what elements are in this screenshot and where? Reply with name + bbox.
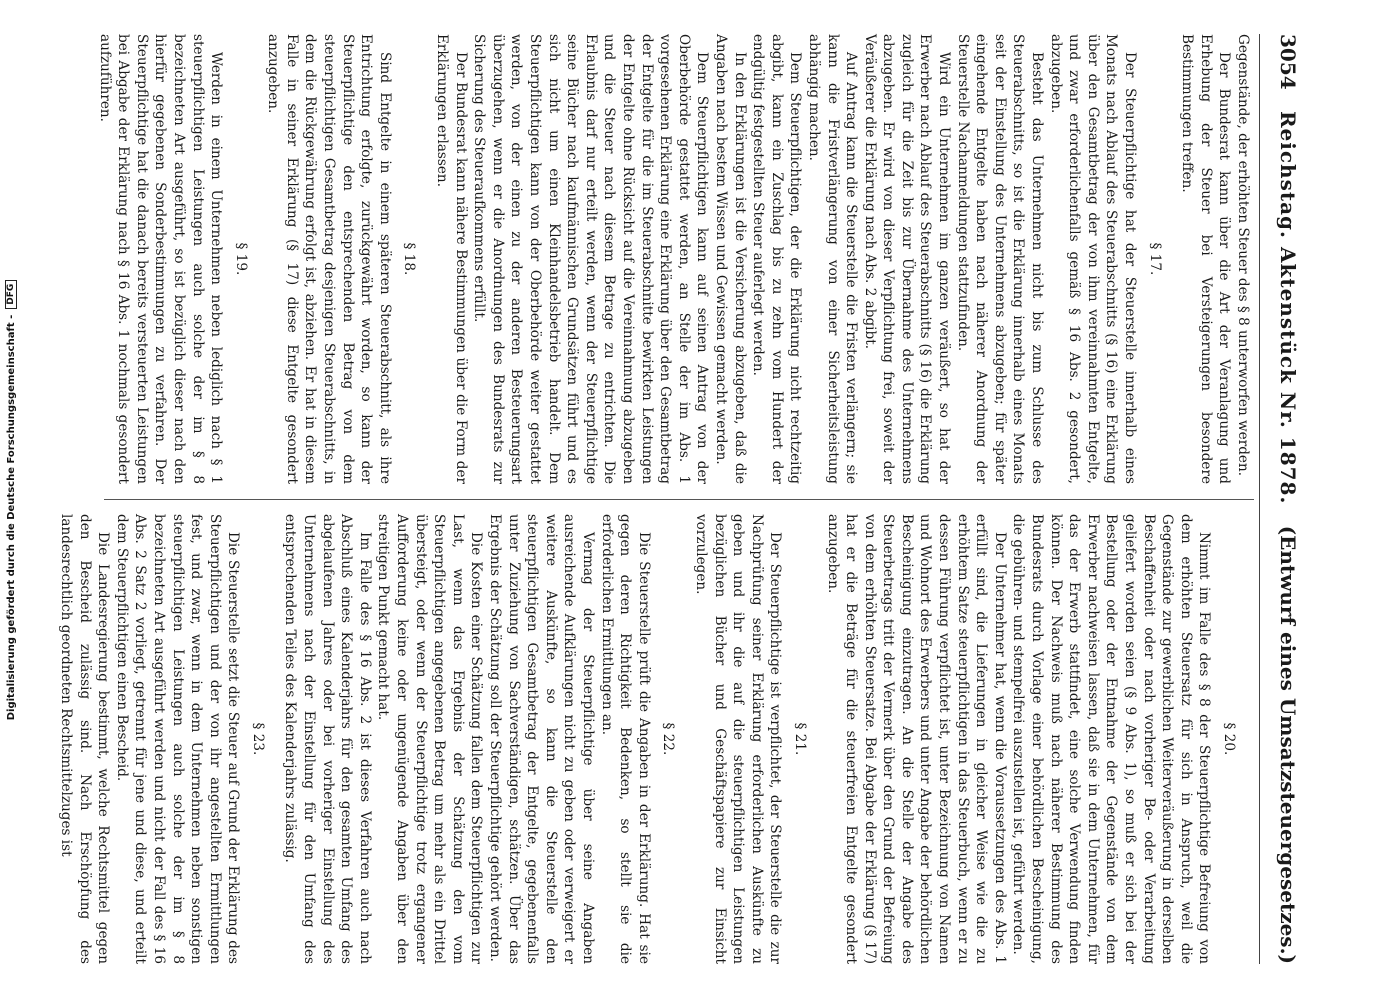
- paragraph: Die Kosten einer Schätzung fallen dem Steuerpflichtigen zur Last, wenn das Ergebnis der Schätzung den vom Steuerpflichtigen angegebenen Betrag um mehr als ein Drittel übersteigt, oder wenn der Steuerpflichtige trotz ergangener Aufforderung keine oder ungenügende Angaben über den streitigen Punkt gemacht hat.: [375, 514, 485, 964]
- paragraph: Der Bundesrat kann nähere Bestimmungen über die Form der Erklärungen erlassen.: [434, 34, 469, 484]
- paragraph: In den Erklärungen ist die Versicherung abzugeben, daß die Angaben nach bestem Wissen und Gewissen gemacht werden.: [712, 34, 748, 484]
- paragraph: Vermag der Steuerpflichtige über seine Angaben ausreichende Aufklärungen nicht zu geben oder verweigert er weitere Auskünfte, so kann die Steuerstelle den steuerpflichtigen Gesamtbetrag der Entgelte, gegebenenfalls unter Zuziehung von Sachverständigen, schätzen. Über das Ergebnis der Schätzung soll der Steuerpflichtige gehört werden.: [487, 514, 596, 964]
- section-heading-21: § 21.: [791, 722, 808, 756]
- digitization-credit: [0, 0, 22, 1000]
- paragraph: Besteht das Unternehmen nicht bis zum Schlusse des Steuerabschnitts, so ist die Erklärung innerhalb eines Monats seit der Einstellung des Unternehmens abzugeben; für später eingehende Entgelte haben nach näherer Anordnung der Steuerstelle Nachanmeldungen stattzufinden.: [954, 34, 1046, 484]
- left-column: [95, 34, 1252, 484]
- column-divider: [104, 499, 1254, 500]
- section-heading-20: § 20.: [1221, 722, 1237, 756]
- paragraph: Die Steuerstelle setzt die Steuer auf Grund der Erklärung des Steuerpflichtigen und der von ihr angestellten Ermittlungen fest, und zwar, wenn in dem Unternehmen neben sonstigen steuerpflichtigen Leistungen auch solche der im § 8 bezeichneten Art ausgeführt werden und nicht der Fall des § 16 Abs. 2 Satz 2 vorliegt, getrennt für jene und diese, und erteilt dem Steuerpflichtigen einen Bescheid.: [113, 514, 242, 964]
- paragraph: Dem Steuerpflichtigen kann auf seinen Antrag von der Oberbehörde gestattet werden, an Stelle der im Abs. 1 vorgesehenen Erklärung eine Erklärung über den Gesamtbetrag der Entgelte für die im Steuerabschnitte bewirkten Leistungen der Entgelte ohne Rücksicht auf die Vereinnahmung abzugeben und die Steuer nach diesem Betrage zu entrichten. Die Erlaubnis darf nur erteilt werden, wenn der Steuerpflichtige seine Bücher nach kaufmännischen Grundsätzen führt und es sich nicht um einen Kleinhandelsbetrieb handelt. Dem Steuerpflichtigen kann von der Oberbehörde weiter gestattet werden, von der einen zu der anderen Besteuerungsart überzugehen, wenn er die Anordnungen des Bundesrats zur Sicherung des Steueraufkommens erfüllt.: [471, 34, 711, 484]
- section-heading-18: § 18.: [401, 242, 418, 276]
- paragraph: Der Bundesrat kann über die Art der Veranlagung und Erhebung der Steuer bei Versteigerungen besondere Bestimmungen treffen.: [1179, 34, 1233, 484]
- credit-text: Digitalisierung gefördert durch die Deutsche Forschungsgemeinschaft -: [5, 314, 17, 721]
- paragraph: Der Steuerpflichtige hat der Steuerstelle innerhalb eines Monats nach Ablauf des Steuerabschnitts (§ 16) eine Erklärung über den Gesamtbetrag der von ihm vereinnahmten Entgelte, und zwar erforderlichenfalls gemäß § 16 Abs. 2 gesondert, abzugeben.: [1047, 34, 1139, 484]
- paragraph: Dem Steuerpflichtigen, der die Erklärung nicht rechtzeitig abgibt, kann ein Zuschlag bis zu zehn vom Hundert der endgültig festgestellten Steuer auferlegt werden.: [750, 34, 804, 484]
- paragraph: Der Steuerpflichtige ist verpflichtet, der Steuerstelle die zur Nachprüfung seiner Erklärung erforderlichen Auskünfte zu geben und ihr die auf die steuerpflichtigen Leistungen bezüglichen Bücher und Geschäftspapiere zur Einsicht vorzulegen.: [692, 514, 784, 964]
- paragraph: Werden in einem Unternehmen neben lediglich nach § 1 steuerpflichtigen Leistungen auch solche der im § 8 bezeichneten Art ausgeführt, so ist bezüglich dieser nach den hierfür gegebenen Sonderbestimmungen zu verfahren. Der Steuerpflichtige hat die danach bereits versteuerten Leistungen bei Abgabe der Erklärung nach § 16 Abs. 1 nochmals gesondert aufzuführen.: [96, 34, 225, 484]
- page-subtitle: (Entwurf eines Umsatzsteuergesetzes.): [1276, 525, 1300, 964]
- page-header: [1259, 34, 1304, 964]
- document-page: [57, 34, 1304, 964]
- section-heading-22: § 22.: [660, 722, 677, 756]
- section-heading-17: § 17.: [1146, 242, 1163, 276]
- page-number: 3054: [1276, 34, 1300, 90]
- paragraph: Der Unternehmer hat, wenn die Voraussetzungen des Abs. 1 erfüllt sind, die Lieferungen in gleicher Weise wie die zu erhöhtem Satze steuerpflichtigen in das Steuerbuch, wenn er zu dessen Führung verpflichtet ist, unter Bezeichnung von Namen und Wohnort des Erwerbers und unter Angabe der behördlichen Bescheinigung einzutragen. An die Stelle der Angabe des Steuerbetrags tritt der Vermerk über den Grund der Befreiung von dem erhöhten Steuersatze. Bei Abgabe der Erklärung (§ 17) hat er die Beträge für die steuerfreien Entgelte gesondert anzugeben.: [824, 514, 1008, 964]
- dfg-logo-icon: DFG: [5, 280, 17, 309]
- page-title: Reichstag. Aktenstück Nr. 1878.: [1276, 110, 1300, 505]
- paragraph: Nimmt im Falle des § 8 der Steuerpflichtige Befreiung von dem erhöhten Steuersatz für sich in Anspruch, weil die Gegenstände zur gewerblichen Weiterveräußerung in derselben Beschaffenheit oder nach vorheriger Be- oder Verarbeitung geliefert worden seien (§ 9 Abs. 1), so muß er sich bei der Bestellung oder der Entnahme der Gegenstände von dem Erwerber nachweisen lassen, daß sie in dem Unternehmen, für das der Erwerb stattfindet, eine solche Verwendung finden können. Der Nachweis muß nach näherer Bestimmung des Bundesrats durch Vorlage einer behördlichen Bescheinigung, die gebühren- und stempelfrei auszustellen ist, geführt werden.: [1010, 514, 1213, 964]
- paragraph: Im Falle des § 16 Abs. 2 ist dieses Verfahren auch nach Abschluß eines Kalenderjahrs für den gesamten Umfang des abgelaufenen Jahres oder bei vorheriger Einstellung des Unternehmens nach der Einstellung für den Umfang des entsprechenden Teiles des Kalenderjahrs zulässig.: [282, 514, 373, 964]
- paragraph: Sind Entgelte in einem späteren Steuerabschnitt, als ihre Entrichtung erfolgte, zurückgewährt worden, so kann der Steuerpflichtige den entsprechenden Betrag von dem steuerpflichtigen Gesamtbetrag desjenigen Steuerabschnitts, in dem die Rückgewährung erfolgt ist, abziehen. Er hat in diesem Falle in seiner Erklärung (§ 17) diese Entgelte gesondert anzugeben.: [265, 34, 393, 484]
- paragraph: Die Steuerstelle prüft die Angaben in der Erklärung. Hat sie gegen deren Richtigkeit Bedenken, so stellt sie die erforderlichen Ermittlungen an.: [598, 514, 652, 964]
- paragraph: Die Landesregierung bestimmt, welche Rechtsmittel gegen den Bescheid zulässig sind. Nach Erschöpfung des landesrechtlich geordneten Rechtsmittelzuges ist: [57, 514, 112, 964]
- paragraph: Gegenstände, der erhöhten Steuer des § 8 unterworfen werden.: [1235, 34, 1251, 477]
- paragraph: Auf Antrag kann die Steuerstelle die Fristen verlängern; sie kann die Fristverlängerung von einer Sicherheitsleistung abhängig machen.: [805, 34, 860, 484]
- paragraph: Wird ein Unternehmen im ganzen veräußert, so hat der Erwerber nach Ablauf des Steuerabschnitts (§ 16) die Erklärung zugleich für die Zeit bis zur Übernahme des Unternehmens abzugeben. Er wird von dieser Verpflichtung frei, soweit der Veräußerer die Erklärung nach Abs. 2 abgibt.: [861, 34, 953, 484]
- section-heading-19: § 19.: [232, 242, 249, 276]
- section-heading-23: § 23.: [249, 722, 266, 756]
- right-column: [56, 514, 1252, 964]
